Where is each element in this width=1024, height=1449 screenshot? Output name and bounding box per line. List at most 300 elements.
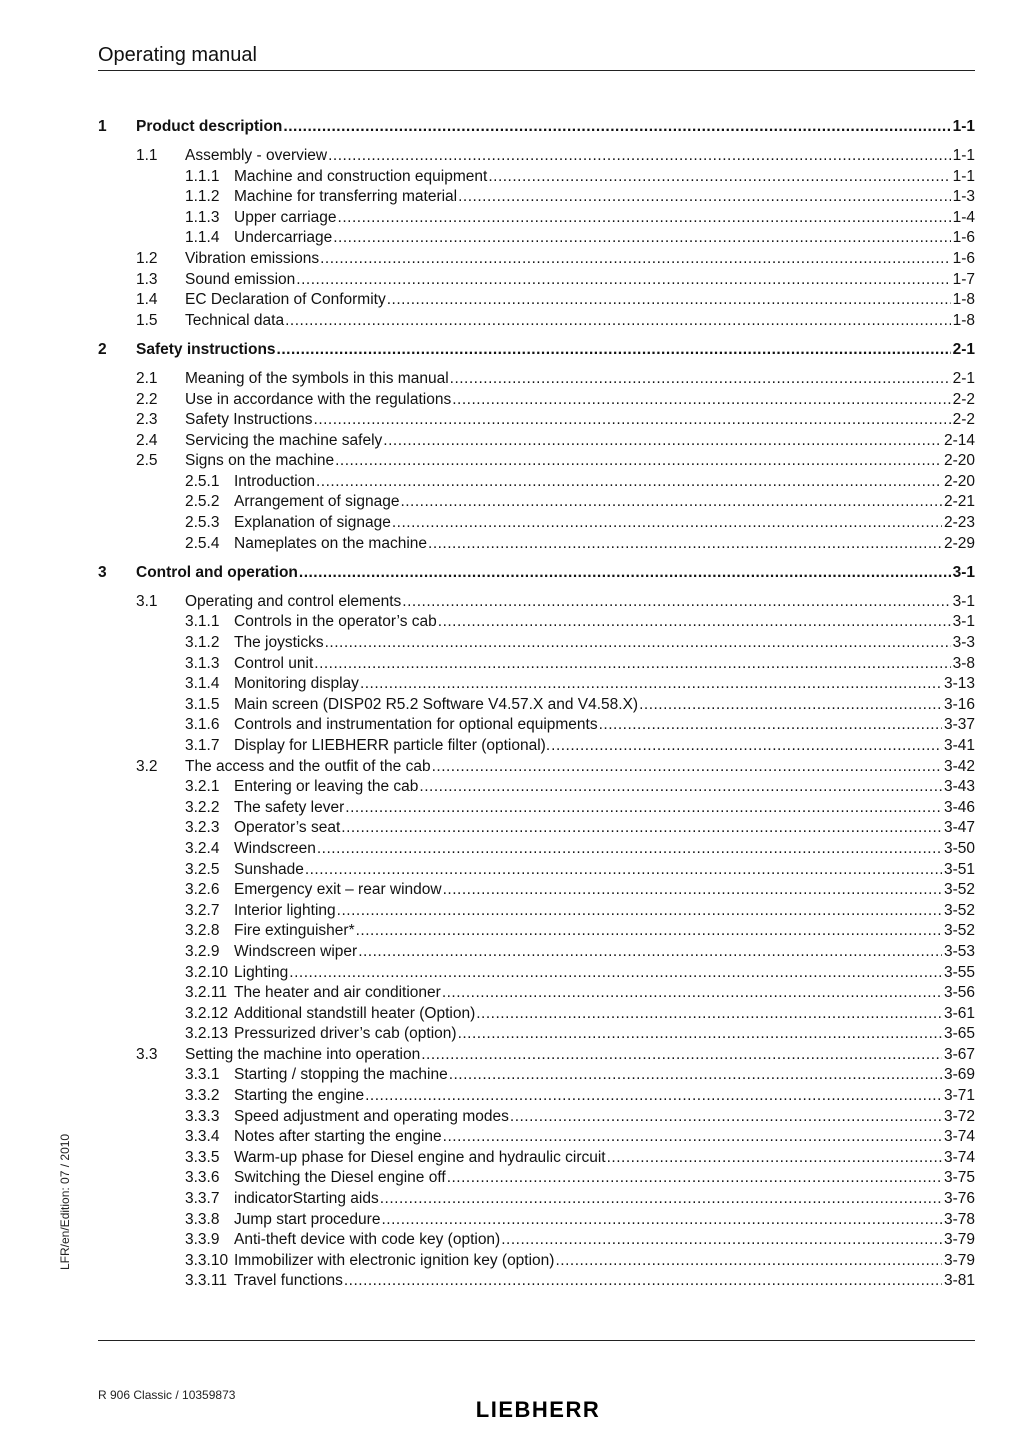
toc-entry-row[interactable] — [98, 1107, 975, 1128]
toc-entry-number: 3.3.3 — [185, 1107, 220, 1125]
toc-entry-line — [185, 431, 975, 452]
toc-entry-page: 1-3 — [952, 188, 975, 206]
toc-entry-title: Monitoring display — [234, 675, 359, 693]
toc-entry-page: 3-55 — [943, 963, 975, 981]
toc-entry-page: 3-46 — [943, 798, 975, 816]
toc-entry-title: EC Declaration of Conformity — [185, 291, 386, 309]
toc-entry-row[interactable] — [98, 270, 975, 291]
toc-dot-leader — [337, 901, 942, 922]
toc-entry-page: 3-42 — [943, 757, 975, 775]
toc-entry-row[interactable] — [98, 942, 975, 963]
toc-entry-line — [185, 270, 975, 291]
toc-entry-title: Setting the machine into operation — [185, 1045, 421, 1063]
toc-entry-title: Notes after starting the engine — [234, 1128, 442, 1146]
toc-entry-page: 3-52 — [943, 901, 975, 919]
toc-entry-number: 2 — [98, 340, 107, 358]
toc-chapter-row[interactable] — [98, 117, 975, 138]
toc-entry-title: Controls and instrumentation for optional equipments — [234, 716, 598, 734]
toc-entry-number: 2.3 — [136, 411, 158, 429]
toc-entry-page: 3-71 — [943, 1087, 975, 1105]
footer-rule — [98, 1340, 975, 1341]
toc-entry-page: 1-8 — [952, 311, 975, 329]
toc-entry-line — [185, 311, 975, 332]
toc-dot-leader — [421, 1045, 942, 1066]
toc-entry-number: 3.1.5 — [185, 695, 220, 713]
toc-dot-leader — [335, 451, 942, 472]
toc-dot-leader — [447, 1168, 942, 1189]
toc-entry-row[interactable] — [98, 777, 975, 798]
toc-entry-line — [234, 228, 975, 249]
toc-dot-leader — [305, 860, 942, 881]
toc-entry-row[interactable] — [98, 167, 975, 188]
toc-dot-leader — [316, 472, 942, 493]
toc-dot-leader — [607, 1148, 942, 1169]
footer-model: R 906 Classic / 10359873 — [98, 1388, 236, 1402]
toc-entry-line — [234, 736, 975, 757]
toc-entry-title: Interior lighting — [234, 901, 336, 919]
toc-entry-number: 3.3.6 — [185, 1169, 220, 1187]
toc-entry-row[interactable] — [98, 410, 975, 431]
toc-entry-number: 2.5 — [136, 452, 158, 470]
toc-entry-row[interactable] — [98, 431, 975, 452]
toc-entry-title: Vibration emissions — [185, 249, 320, 267]
toc-entry-number: 3.2.11 — [185, 984, 227, 1002]
toc-entry-row[interactable] — [98, 818, 975, 839]
toc-entry-line — [185, 410, 975, 431]
toc-entry-number: 3.1.2 — [185, 634, 220, 652]
toc-entry-title: Introduction — [234, 472, 315, 490]
toc-entry-number: 3.3.11 — [185, 1272, 227, 1290]
toc-dot-leader — [419, 777, 942, 798]
toc-entry-page: 3-65 — [943, 1025, 975, 1043]
toc-entry-row[interactable] — [98, 592, 975, 613]
page-header-title: Operating manual — [98, 44, 257, 66]
toc-entry-row[interactable] — [98, 860, 975, 881]
toc-entry-line — [234, 715, 975, 736]
toc-entry-row[interactable] — [98, 983, 975, 1004]
toc-entry-number: 3.3.4 — [185, 1128, 220, 1146]
toc-dot-leader — [296, 270, 950, 291]
toc-dot-leader — [432, 757, 942, 778]
toc-entry-row[interactable] — [98, 1065, 975, 1086]
toc-entry-title: Jump start procedure — [234, 1210, 381, 1228]
toc-entry-number: 3.3.10 — [185, 1251, 229, 1269]
toc-entry-number: 3.2.2 — [185, 798, 220, 816]
toc-entry-number: 1.1.2 — [185, 188, 220, 206]
toc-entry-row[interactable] — [98, 695, 975, 716]
toc-entry-number: 3.1.3 — [185, 654, 220, 672]
toc-entry-row[interactable] — [98, 369, 975, 390]
toc-entry-line — [234, 1024, 975, 1045]
toc-entry-row[interactable] — [98, 249, 975, 270]
toc-entry-line — [185, 390, 975, 411]
toc-dot-leader — [380, 1189, 942, 1210]
toc-entry-page: 1-1 — [952, 146, 975, 164]
toc-entry-page: 1-7 — [952, 270, 975, 288]
toc-entry-page: 3-16 — [943, 695, 975, 713]
toc-entry-number: 1.1.1 — [185, 167, 220, 185]
toc-entry-line — [185, 369, 975, 390]
toc-entry-title: Machine for transferring material — [234, 188, 458, 206]
toc-entry-number: 3.1.6 — [185, 716, 220, 734]
toc-entry-page: 3-41 — [943, 736, 975, 754]
toc-entry-row[interactable] — [98, 715, 975, 736]
toc-entry-page: 2-29 — [943, 534, 975, 552]
toc-entry-page: 3-81 — [943, 1272, 975, 1290]
toc-entry-line — [234, 534, 975, 555]
toc-entry-row[interactable] — [98, 654, 975, 675]
toc-entry-number: 3.2.9 — [185, 942, 220, 960]
toc-entry-title: Machine and construction equipment — [234, 167, 488, 185]
toc-entry-number: 3.3.9 — [185, 1231, 220, 1249]
toc-entry-page: 2-20 — [943, 452, 975, 470]
toc-entry-row[interactable] — [98, 187, 975, 208]
toc-dot-leader — [328, 146, 950, 167]
toc-entry-number: 1.1 — [136, 146, 158, 164]
toc-entry-line — [185, 451, 975, 472]
toc-entry-title: Sound emission — [185, 270, 296, 288]
toc-entry-row[interactable] — [98, 963, 975, 984]
toc-dot-leader — [639, 695, 942, 716]
toc-entry-line — [234, 187, 975, 208]
toc-dot-leader — [365, 1086, 942, 1107]
toc-entry-page: 3-47 — [943, 819, 975, 837]
toc-dot-leader — [360, 674, 942, 695]
toc-dot-leader — [314, 410, 951, 431]
toc-entry-title: Entering or leaving the cab — [234, 778, 419, 796]
toc-entry-row[interactable] — [98, 1251, 975, 1272]
toc-entry-line — [234, 1107, 975, 1128]
toc-dot-leader — [299, 563, 951, 584]
toc-entry-title: Lighting — [234, 963, 289, 981]
toc-entry-number: 3.1 — [136, 592, 158, 610]
toc-entry-line — [185, 249, 975, 270]
toc-dot-leader — [344, 1271, 942, 1292]
toc-entry-page: 3-74 — [943, 1128, 975, 1146]
toc-entry-title: Windscreen — [234, 839, 316, 857]
toc-entry-title: Starting the engine — [234, 1087, 365, 1105]
toc-dot-leader — [383, 431, 942, 452]
toc-entry-number: 3.1.7 — [185, 736, 220, 754]
toc-dot-leader — [277, 340, 951, 361]
toc-entry-page: 3-61 — [943, 1004, 975, 1022]
toc-dot-leader — [285, 311, 951, 332]
toc-entry-line — [234, 1086, 975, 1107]
toc-entry-row[interactable] — [98, 1230, 975, 1251]
toc-entry-number: 1.5 — [136, 311, 158, 329]
toc-entry-page: 3-43 — [943, 778, 975, 796]
toc-dot-leader — [476, 1004, 942, 1025]
toc-entry-title: Arrangement of signage — [234, 493, 400, 511]
toc-entry-page: 3-78 — [943, 1210, 975, 1228]
toc-entry-title: Assembly - overview — [185, 146, 328, 164]
toc-dot-leader — [387, 290, 951, 311]
toc-dot-leader — [501, 1230, 942, 1251]
toc-entry-title: Meaning of the symbols in this manual — [185, 369, 449, 387]
toc-dot-leader — [325, 633, 951, 654]
toc-entry-page: 3-72 — [943, 1107, 975, 1125]
toc-entry-row[interactable] — [98, 1127, 975, 1148]
toc-entry-page: 1-6 — [952, 249, 975, 267]
toc-entry-row[interactable] — [98, 880, 975, 901]
logo-text: LIEBHERR — [475, 1397, 601, 1421]
toc-entry-row[interactable] — [98, 901, 975, 922]
toc-dot-leader — [289, 963, 942, 984]
toc-entry-row[interactable] — [98, 390, 975, 411]
toc-entry-title: Product description — [136, 118, 283, 135]
toc-entry-number: 1.4 — [136, 291, 158, 309]
toc-dot-leader — [443, 880, 942, 901]
toc-entry-title: Use in accordance with the regulations — [185, 390, 452, 408]
toc-entry-title: Undercarriage — [234, 229, 333, 247]
toc-entry-page: 3-75 — [943, 1169, 975, 1187]
toc-entry-number: 3.2 — [136, 757, 158, 775]
toc-entry-page: 3-1 — [952, 592, 975, 610]
toc-entry-row[interactable] — [98, 534, 975, 555]
toc-entry-row[interactable] — [98, 736, 975, 757]
toc-entry-page: 3-67 — [943, 1045, 975, 1063]
toc-entry-page: 2-14 — [943, 431, 975, 449]
toc-entry-row[interactable] — [98, 1045, 975, 1066]
toc-entry-title: Signs on the machine — [185, 452, 335, 470]
toc-entry-page: 1-4 — [952, 208, 975, 226]
toc-entry-row[interactable] — [98, 1024, 975, 1045]
toc-entry-line — [234, 612, 975, 633]
toc-entry-row[interactable] — [98, 1004, 975, 1025]
toc-entry-page: 2-1 — [952, 369, 975, 387]
toc-entry-title: Upper carriage — [234, 208, 337, 226]
toc-entry-row[interactable] — [98, 839, 975, 860]
toc-entry-number: 1.1.4 — [185, 229, 220, 247]
toc-dot-leader — [450, 369, 951, 390]
toc-entry-line — [234, 963, 975, 984]
toc-entry-title: Switching the Diesel engine off — [234, 1169, 446, 1187]
toc-entry-page: 2-2 — [952, 390, 975, 408]
edition-label: LFR/en/Edition: 07 / 2010 — [58, 1133, 72, 1270]
toc-dot-leader — [333, 228, 950, 249]
toc-entry-row[interactable] — [98, 674, 975, 695]
toc-entry-title: Starting / stopping the machine — [234, 1066, 448, 1084]
toc-chapter-row[interactable] — [98, 340, 975, 361]
toc-entry-line — [234, 472, 975, 493]
toc-entry-number: 2.2 — [136, 390, 158, 408]
toc-entry-page: 3-3 — [952, 634, 975, 652]
toc-dot-leader — [599, 715, 942, 736]
toc-dot-leader — [458, 1024, 942, 1045]
toc-entry-title: Emergency exit – rear window — [234, 881, 442, 899]
toc-entry-page: 2-23 — [943, 514, 975, 532]
liebherr-logo — [458, 1397, 618, 1421]
toc-entry-line — [234, 839, 975, 860]
toc-entry-row[interactable] — [98, 798, 975, 819]
toc-entry-title: Fire extinguisher* — [234, 922, 355, 940]
toc-entry-line — [234, 983, 975, 1004]
toc-entry-page: 1-8 — [952, 291, 975, 309]
toc-entry-row[interactable] — [98, 1086, 975, 1107]
toc-entry-number: 3.1.4 — [185, 675, 220, 693]
toc-entry-number: 1 — [98, 118, 107, 135]
toc-dot-leader — [400, 492, 942, 513]
toc-entry-number: 2.4 — [136, 431, 158, 449]
toc-entry-line — [234, 513, 975, 534]
toc-entry-line — [234, 818, 975, 839]
toc-entry-line — [234, 1271, 975, 1292]
toc-entry-line — [185, 592, 975, 613]
toc-dot-leader — [314, 654, 950, 675]
toc-dot-leader — [438, 612, 951, 633]
toc-entry-line — [234, 880, 975, 901]
toc-entry-title: Control and operation — [136, 563, 298, 581]
toc-dot-leader — [338, 208, 951, 229]
toc-entry-page: 1-1 — [952, 167, 975, 185]
toc-entry-line — [234, 633, 975, 654]
toc-dot-leader — [317, 839, 942, 860]
toc-entry-number: 3.1.1 — [185, 613, 220, 631]
toc-entry-number: 3.2.3 — [185, 819, 220, 837]
toc-entry-number: 2.5.4 — [185, 534, 220, 552]
toc-dot-leader — [358, 942, 942, 963]
toc-dot-leader — [402, 592, 950, 613]
toc-entry-row[interactable] — [98, 311, 975, 332]
toc-dot-leader — [320, 249, 950, 270]
toc-chapter-row[interactable] — [98, 563, 975, 584]
toc-entry-row[interactable] — [98, 1271, 975, 1292]
table-of-contents — [98, 117, 975, 1292]
toc-entry-row[interactable] — [98, 451, 975, 472]
toc-entry-number: 3.2.5 — [185, 860, 220, 878]
toc-entry-line — [234, 1210, 975, 1231]
toc-entry-number: 3.2.4 — [185, 839, 220, 857]
toc-entry-number: 3.3.1 — [185, 1066, 220, 1084]
toc-entry-page: 2-1 — [952, 340, 975, 358]
toc-entry-row[interactable] — [98, 757, 975, 778]
toc-entry-title: The access and the outfit of the cab — [185, 757, 431, 775]
toc-entry-row[interactable] — [98, 513, 975, 534]
toc-entry-title: Warm-up phase for Diesel engine and hydraulic circuit — [234, 1148, 606, 1166]
toc-entry-line — [234, 1004, 975, 1025]
toc-entry-row[interactable] — [98, 228, 975, 249]
toc-entry-title: indicatorStarting aids — [234, 1190, 379, 1208]
toc-entry-number: 3.2.8 — [185, 922, 220, 940]
toc-entry-page: 1-1 — [952, 118, 975, 135]
toc-entry-line — [234, 901, 975, 922]
toc-entry-page: 3-1 — [952, 613, 975, 631]
toc-entry-title: Windscreen wiper — [234, 942, 358, 960]
toc-entry-line — [234, 1065, 975, 1086]
toc-entry-row[interactable] — [98, 921, 975, 942]
toc-entry-page: 2-2 — [952, 411, 975, 429]
toc-entry-page: 1-6 — [952, 229, 975, 247]
toc-entry-row[interactable] — [98, 1168, 975, 1189]
toc-entry-title: The joysticks — [234, 634, 324, 652]
toc-entry-line — [234, 674, 975, 695]
toc-entry-number: 2.5.3 — [185, 514, 220, 532]
toc-entry-page: 2-21 — [943, 493, 975, 511]
toc-entry-title: Technical data — [185, 311, 285, 329]
toc-entry-page: 3-52 — [943, 922, 975, 940]
toc-entry-line — [234, 492, 975, 513]
toc-entry-page: 3-69 — [943, 1066, 975, 1084]
toc-entry-row[interactable] — [98, 1210, 975, 1231]
toc-entry-line — [136, 117, 975, 138]
toc-dot-leader — [283, 117, 950, 138]
toc-entry-line — [234, 654, 975, 675]
toc-entry-row[interactable] — [98, 146, 975, 167]
toc-entry-line — [234, 695, 975, 716]
toc-entry-title: Main screen (DISP02 R5.2 Software V4.57.X and V4.58.X) — [234, 695, 639, 713]
toc-entry-title: The safety lever — [234, 798, 345, 816]
toc-entry-number: 3.2.10 — [185, 963, 229, 981]
toc-entry-row[interactable] — [98, 472, 975, 493]
toc-entry-line — [185, 1045, 975, 1066]
toc-entry-page: 3-50 — [943, 839, 975, 857]
toc-entry-number: 3.2.6 — [185, 881, 220, 899]
toc-entry-row[interactable] — [98, 1148, 975, 1169]
toc-entry-title: Additional standstill heater (Option) — [234, 1004, 476, 1022]
toc-dot-leader — [443, 1127, 942, 1148]
toc-entry-line — [234, 777, 975, 798]
toc-entry-title: Safety Instructions — [185, 411, 313, 429]
toc-entry-line — [136, 340, 975, 361]
toc-entry-number: 3 — [98, 563, 107, 581]
toc-dot-leader — [392, 513, 942, 534]
toc-entry-number: 3.2.13 — [185, 1025, 229, 1043]
toc-dot-leader — [381, 1210, 942, 1231]
toc-dot-leader — [551, 736, 942, 757]
toc-entry-row[interactable] — [98, 1189, 975, 1210]
toc-dot-leader — [452, 390, 950, 411]
toc-entry-number: 3.3.8 — [185, 1210, 220, 1228]
toc-entry-number: 1.2 — [136, 249, 158, 267]
toc-entry-page: 3-74 — [943, 1148, 975, 1166]
toc-entry-page: 3-79 — [943, 1231, 975, 1249]
toc-entry-page: 3-79 — [943, 1251, 975, 1269]
toc-entry-line — [234, 1251, 975, 1272]
toc-entry-line — [234, 1127, 975, 1148]
toc-entry-page: 3-37 — [943, 716, 975, 734]
toc-dot-leader — [341, 818, 942, 839]
toc-entry-page: 3-53 — [943, 942, 975, 960]
toc-entry-page: 2-20 — [943, 472, 975, 490]
toc-entry-title: Speed adjustment and operating modes — [234, 1107, 509, 1125]
toc-entry-number: 1.1.3 — [185, 208, 220, 226]
toc-entry-title: Sunshade — [234, 860, 304, 878]
toc-entry-number: 3.3.2 — [185, 1087, 220, 1105]
toc-entry-title: Safety instructions — [136, 340, 276, 358]
toc-entry-row[interactable] — [98, 208, 975, 229]
header-rule — [98, 70, 975, 71]
toc-entry-number: 3.2.1 — [185, 778, 220, 796]
toc-dot-leader — [449, 1065, 942, 1086]
toc-entry-line — [234, 860, 975, 881]
toc-entry-row[interactable] — [98, 290, 975, 311]
toc-dot-leader — [356, 921, 942, 942]
toc-entry-row[interactable] — [98, 633, 975, 654]
toc-entry-page: 3-56 — [943, 984, 975, 1002]
toc-entry-title: Servicing the machine safely — [185, 431, 383, 449]
toc-entry-title: Explanation of signage — [234, 514, 391, 532]
toc-entry-title: Nameplates on the machine — [234, 534, 428, 552]
toc-entry-line — [234, 921, 975, 942]
toc-entry-page: 3-76 — [943, 1190, 975, 1208]
toc-entry-title: The heater and air conditioner — [234, 984, 441, 1002]
toc-entry-row[interactable] — [98, 612, 975, 633]
toc-entry-line — [234, 1230, 975, 1251]
toc-entry-title: Display for LIEBHERR particle filter (optional). — [234, 736, 551, 754]
toc-entry-title: Travel functions — [234, 1272, 343, 1290]
toc-entry-number: 3.3 — [136, 1045, 158, 1063]
toc-entry-row[interactable] — [98, 492, 975, 513]
